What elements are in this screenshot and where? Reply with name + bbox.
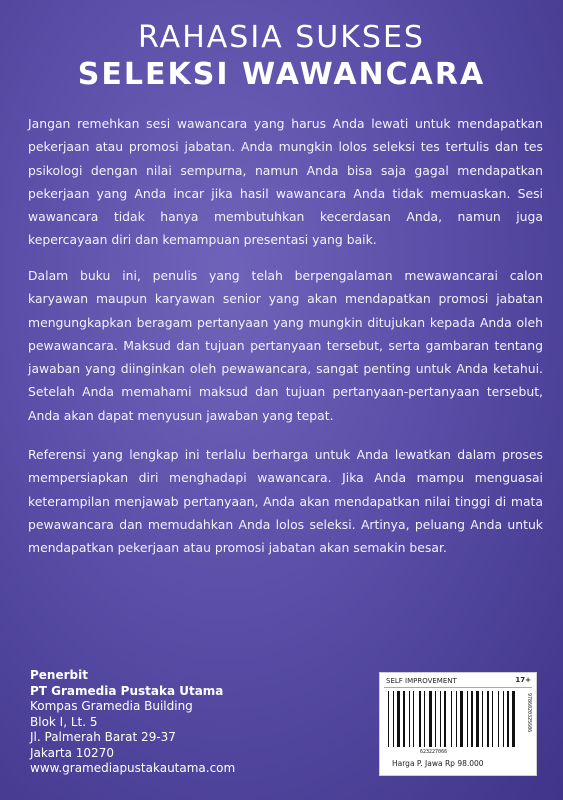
barcode-vertical-number: 9786020325606 (526, 693, 532, 733)
publisher-name: PT Gramedia Pustaka Utama (30, 683, 224, 698)
title-line-2: SELEKSI WAWANCARA (77, 57, 486, 92)
barcode-sticker (379, 672, 537, 776)
publisher-block (30, 668, 235, 777)
barcode-category: SELF IMPROVEMENT (386, 677, 457, 685)
publisher-city: Jakarta 10270 (30, 745, 114, 760)
blurb-paragraph-1: Jangan remehkan sesi wawancara yang harus Anda lewati untuk mendapatkan pekerjaan atau promosi jabatan. Anda mungkin lolos seleksi tes tertulis dan tes psikologi dengan nilai sempurna, namun Anda bisa saja gagal mendapatkan pekerjaan yang Anda incar jika hasil wawancara Anda tidak memuaskan. Sesi wawancara tidak hanya membutuhkan kecerdasan Anda, namun juga kepercayaan diri dan kemampuan presentasi yang baik. (28, 116, 543, 248)
publisher-street: Jl. Palmerah Barat 29-37 (30, 730, 176, 744)
barcode-icon (386, 691, 520, 749)
publisher-block-floor: Blok I, Lt. 5 (30, 714, 98, 729)
publisher-website: www.gramediapustakautama.com (30, 761, 236, 775)
blurb-paragraph-3: Referensi yang lengkap ini terlalu berharga untuk Anda lewatkan dalam proses mempersiapkan diri menghadapi wawancara. Jika Anda mampu menguasai keterampilan menjawab pertanyaan, Anda akan mendapatkan nilai tinggi di mata pewawancara dan memudahkan Anda lolos seleksi. Artinya, peluang Anda untuk mendapatkan pekerjaan atau promosi jabatan akan semakin besar. (28, 447, 543, 556)
barcode-divider (384, 687, 532, 688)
title-line-1: RAHASIA SUKSES (138, 20, 425, 55)
blurb-paragraph-2: Dalam buku ini, penulis yang telah berpengalaman mewawancarai calon karyawan maupun karyawan senior yang akan mendapatkan promosi jabatan mengungkapkan beragam pertanyaan yang mungkin ditujukan kepada Anda oleh pewawancara. Maksud dan tujuan pertanyaan tersebut, serta gambaran tentang jawaban yang diinginkan oleh pewawancara, sangat penting untuk Anda ketahui. Setelah Anda memahami maksud dan tujuan pertanyaan-pertanyaan tersebut, Anda akan dapat menyusun jawaban yang tepat. (28, 268, 543, 423)
barcode-age-rating: 17+ (515, 676, 531, 684)
barcode-number: 623227066 (420, 749, 448, 755)
barcode-price: Harga P. Jawa Rp 98.000 (392, 759, 484, 768)
publisher-label: Penerbit (30, 668, 88, 682)
publisher-building: Kompas Gramedia Building (30, 699, 193, 713)
